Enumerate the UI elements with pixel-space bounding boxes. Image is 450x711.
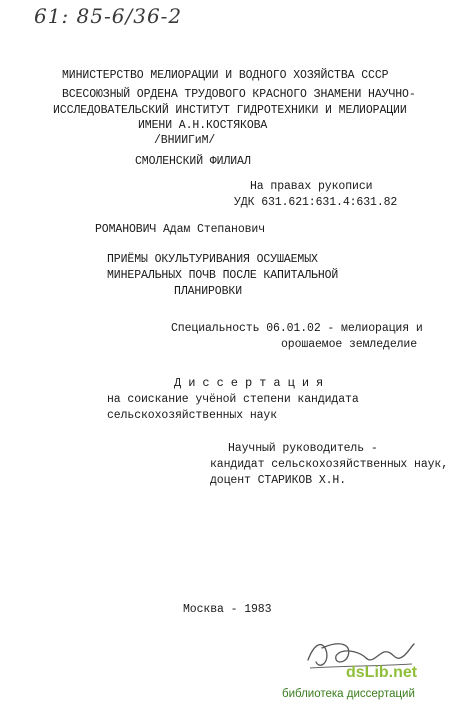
city-year: Москва - 1983 [183,603,272,616]
manuscript-rights: На правах рукописи [250,180,373,193]
institute-line-1: ВСЕСОЮЗНЫЙ ОРДЕНА ТРУДОВОГО КРАСНОГО ЗНАМЕНИ НАУЧНО- [62,88,416,101]
supervisor-line-1: Научный руководитель - [228,442,378,455]
institute-abbrev: /ВНИИГиМ/ [154,134,216,147]
institute-line-2: ИССЛЕДОВАТЕЛЬСКИЙ ИНСТИТУТ ГИДРОТЕХНИКИ И МЕЛИОРАЦИИ [53,104,407,117]
supervisor-line-3: доцент СТАРИКОВ Х.Н. [210,474,347,487]
title-line-1: ПРИЁМЫ ОКУЛЬТУРИВАНИЯ ОСУШАЕМЫХ [107,253,318,266]
document-type: Д и с с е р т а ц и я [174,376,324,390]
institute-line-3: ИМЕНИ А.Н.КОСТЯКОВА [138,119,268,132]
degree-line-2: сельскохозяйственных наук [107,409,278,422]
degree-line-1: на соискание учёной степени кандидата [107,393,359,406]
udc-code: УДК 631.621:631.4:631.82 [234,196,398,209]
title-line-2: МИНЕРАЛЬНЫХ ПОЧВ ПОСЛЕ КАПИТАЛЬНОЙ [107,269,339,282]
watermark-tagline: библиотека диссертаций [282,688,415,700]
author-name: РОМАНОВИЧ Адам Степанович [95,223,266,236]
ministry-line: МИНИСТЕРСТВО МЕЛИОРАЦИИ И ВОДНОГО ХОЗЯЙСТВА СССР [62,69,389,82]
specialty-line-1: Специальность 06.01.02 - мелиорация и [171,322,423,335]
title-line-3: ПЛАНИРОВКИ [174,285,243,298]
specialty-line-2: орошаемое земледелие [281,338,418,351]
watermark-logo-text: dsLib.net [346,664,418,681]
branch-name: СМОЛЕНСКИЙ ФИЛИАЛ [135,155,251,168]
watermark-logo [346,664,417,682]
supervisor-line-2: кандидат сельскохозяйственных наук, [210,458,449,471]
archive-code: 61: 85-6/36-2 [34,4,183,28]
